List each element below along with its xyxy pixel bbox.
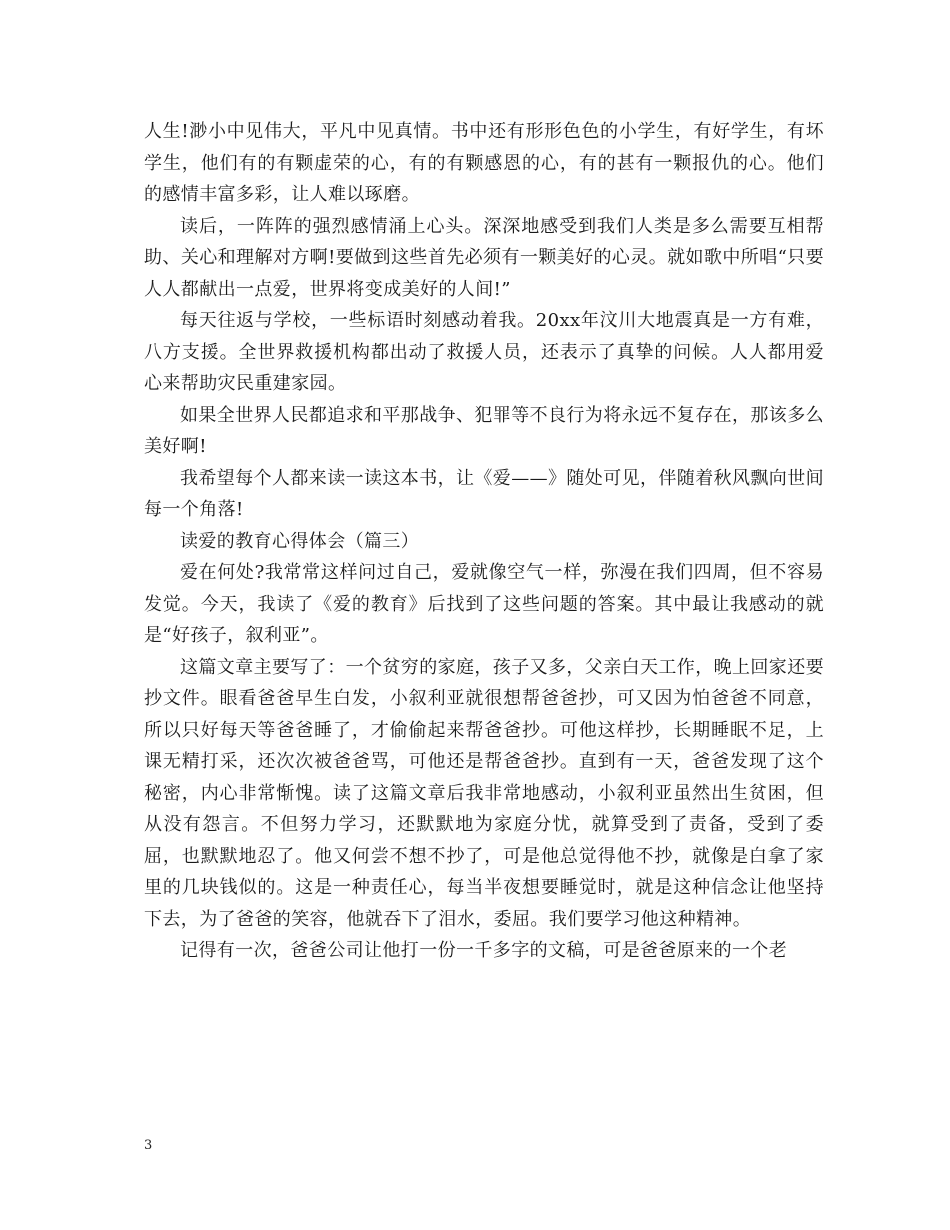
paragraph: 每天往返与学校，一些标语时刻感动着我。20xx年汶川大地震真是一方有难，八方支援。全世界救援机构都出动了救援人员，还表示了真挚的问候。人人都用爱心来帮助灾民重建家园。	[144, 310, 824, 394]
page-number: 3	[144, 1138, 153, 1153]
paragraph: 如果全世界人民都追求和平那战争、犯罪等不良行为将永远不复存在，那该多么美好啊!	[144, 404, 824, 457]
paragraph: 爱在何处?我常常这样问过自己，爱就像空气一样，弥漫在我们四周，但不容易发觉。今天，我读了《爱的教育》后找到了这些问题的答案。其中最让我感动的就是“好孩子，叙利亚”。	[144, 562, 824, 646]
section-heading: 读爱的教育心得体会（篇三）	[180, 530, 420, 552]
paragraph: 我希望每个人都来读一读这本书，让《爱——》随处可见，伴随着秋风飘向世间每一个角落!	[144, 467, 824, 520]
paragraph-continuation: 人生!渺小中见伟大，平凡中见真情。书中还有形形色色的小学生，有好学生，有坏学生，他们有的有颗虚荣的心，有的有颗感恩的心，有的甚有一颗报仇的心。他们的感情丰富多彩，让人难以琢磨。	[144, 121, 824, 205]
document-body	[144, 116, 824, 967]
paragraph: 读后，一阵阵的强烈感情涌上心头。深深地感受到我们人类是多么需要互相帮助、关心和理解对方啊!要做到这些首先必须有一颗美好的心灵。就如歌中所唱“只要人人都献出一点爱，世界将变成美好的人间!”	[144, 215, 824, 300]
paragraph: 这篇文章主要写了：一个贫穷的家庭，孩子又多，父亲白天工作，晚上回家还要抄文件。眼看爸爸早生白发，小叙利亚就很想帮爸爸抄，可又因为怕爸爸不同意，所以只好每天等爸爸睡了，才偷偷起来帮爸爸抄。可他这样抄，长期睡眠不足，上课无精打采，还次次被爸爸骂，可他还是帮爸爸抄。直到有一天，爸爸发现了这个秘密，内心非常惭愧。读了这篇文章后我非常地感动，小叙利亚虽然出生贫困，但从没有怨言。不但努力学习，还默默地为家庭分忧，就算受到了责备，受到了委屈，也默默地忍了。他又何尝不想不抄了，可是他总觉得他不抄，就像是白拿了家里的几块钱似的。这是一种责任心，每当半夜想要睡觉时，就是这种信念让他坚持下去，为了爸爸的笑容，他就吞下了泪水，委屈。我们要学习他这种精神。	[144, 656, 824, 930]
paragraph: 记得有一次，爸爸公司让他打一份一千多字的文稿，可是爸爸原来的一个老	[180, 940, 788, 961]
